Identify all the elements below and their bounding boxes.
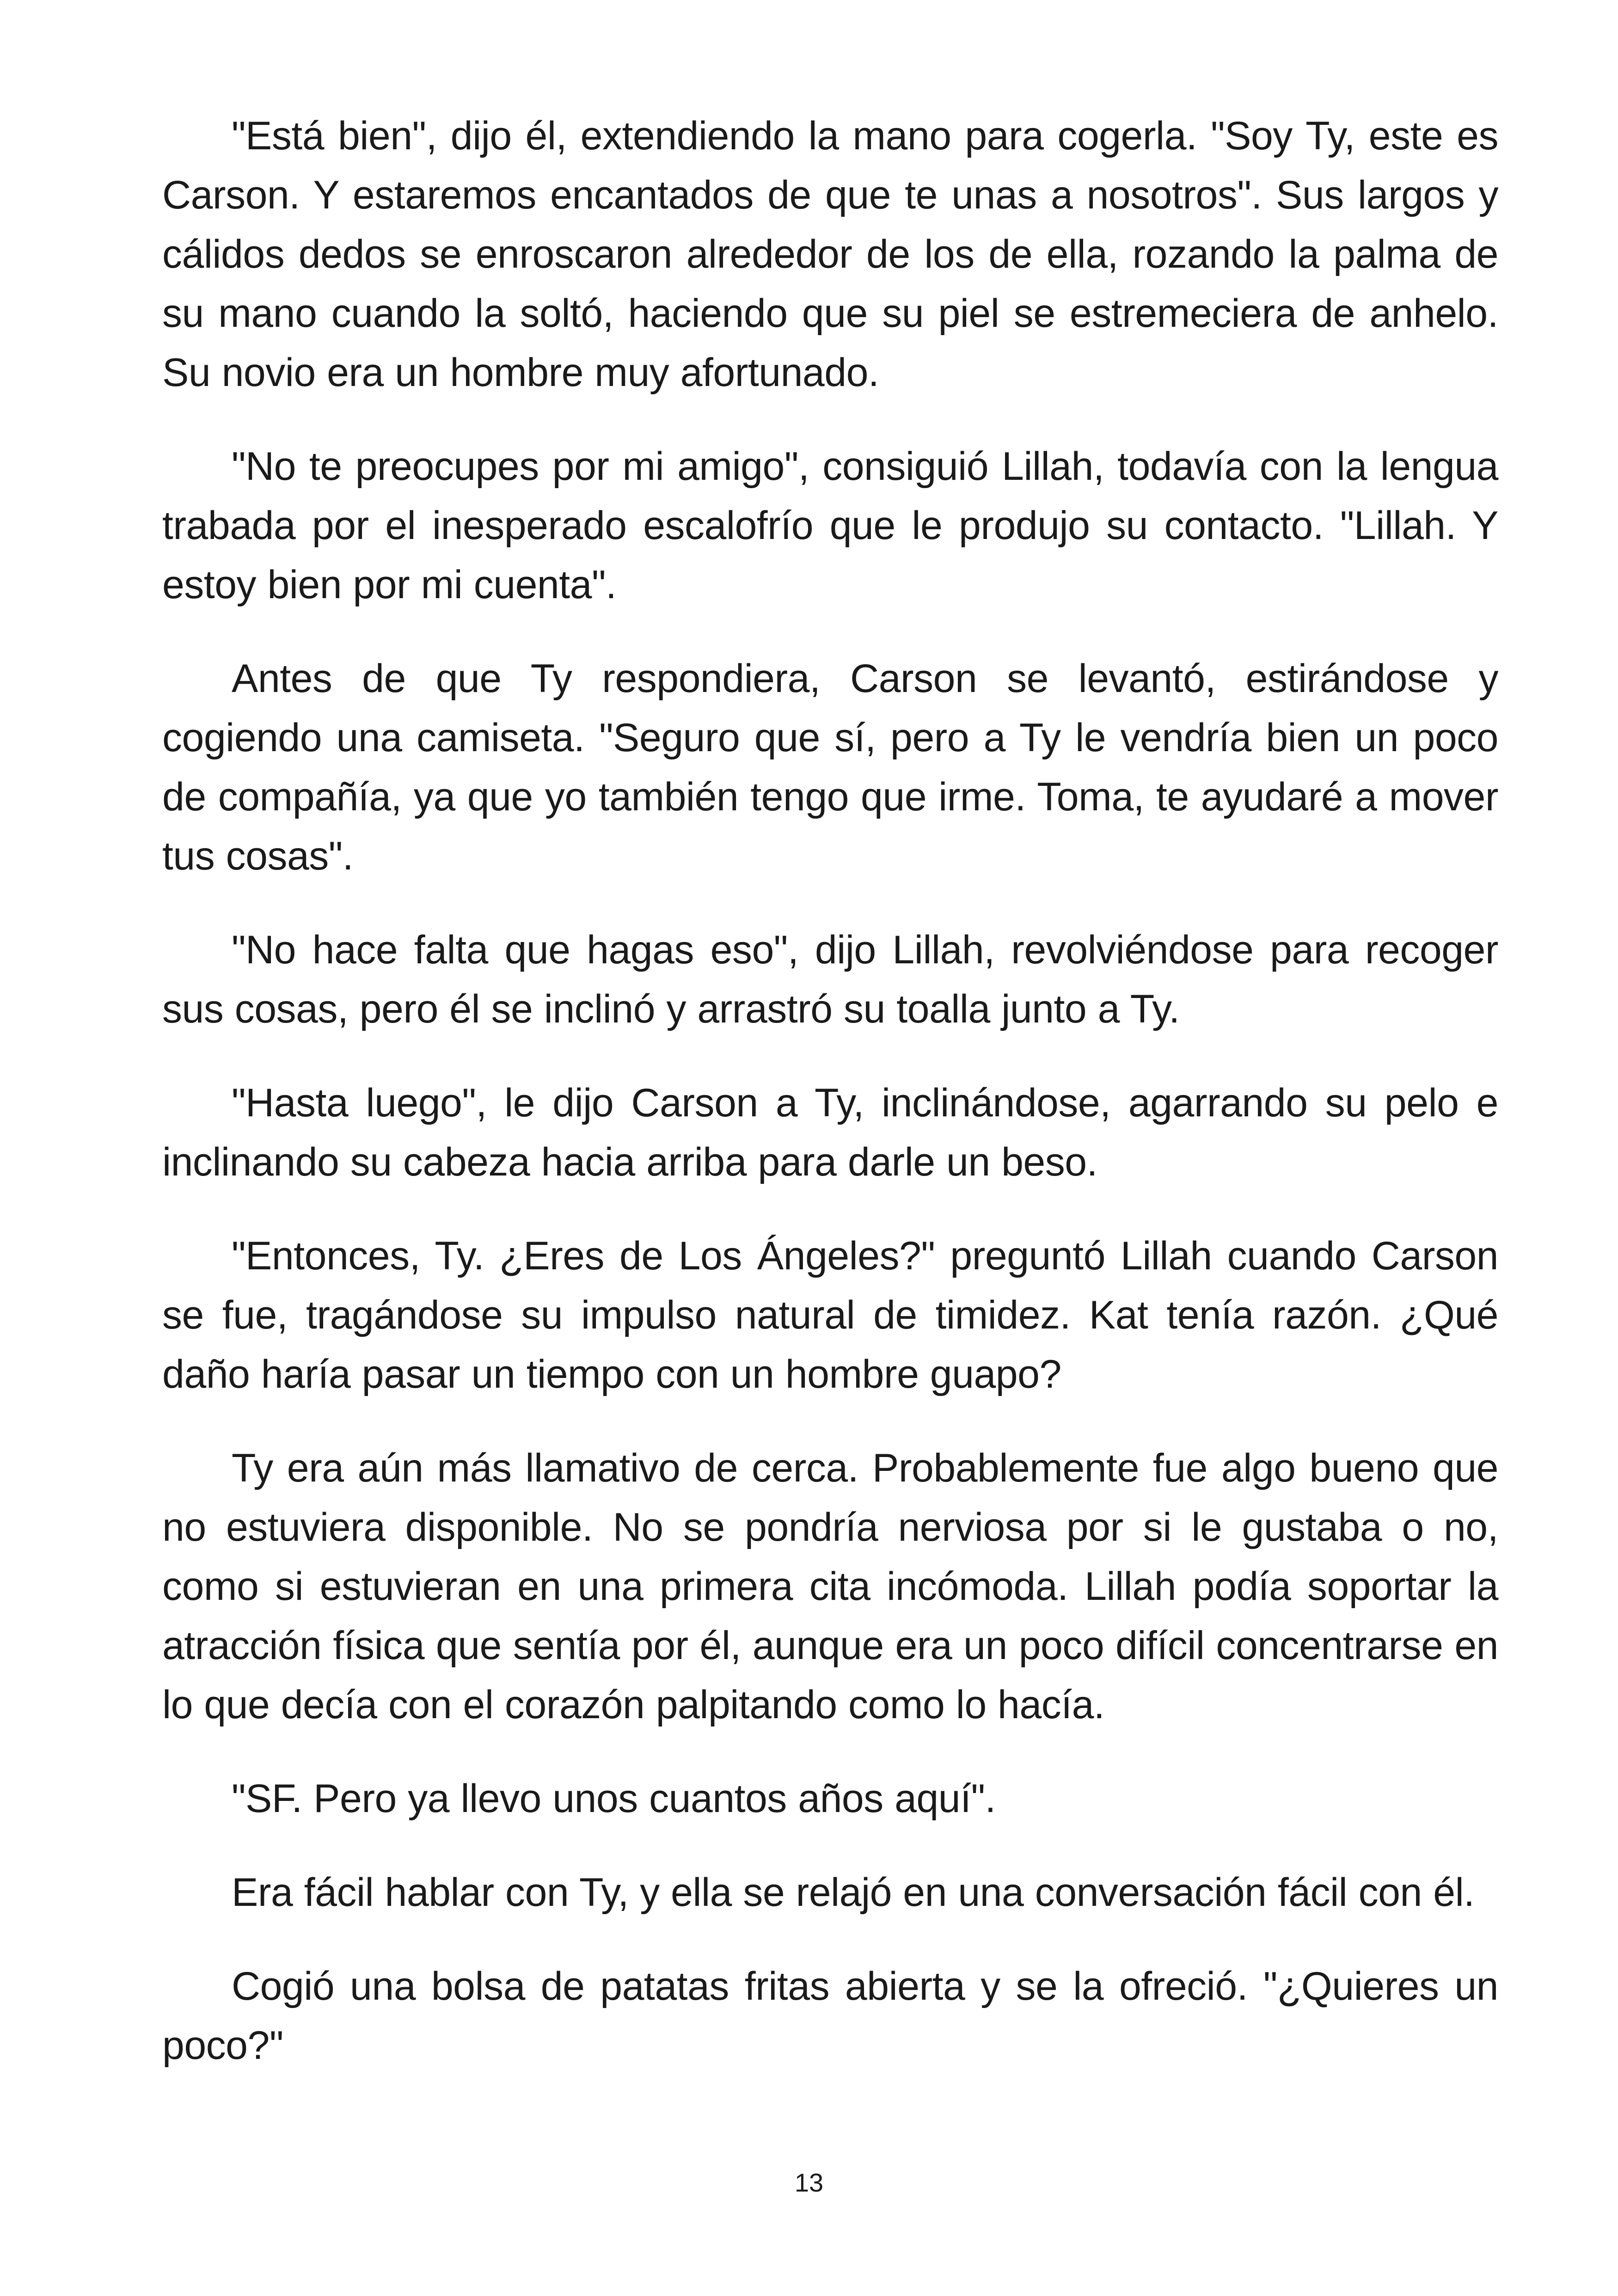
paragraph: Ty era aún más llamativo de cerca. Probablemente fue algo bueno que no estuviera disponible. No se pondría nerviosa por si le gustaba o no, como si estuvieran en una primera cita incómoda. Lillah podía soportar la atracción física que sentía por él, aunque era un poco difícil concentrarse en lo que decía con el corazón palpitando como lo hacía.: [162, 1446, 1498, 1727]
paragraph: Cogió una bolsa de patatas fritas abierta y se la ofreció. "¿Quieres un poco?": [162, 1964, 1498, 2068]
paragraph: "Hasta luego", le dijo Carson a Ty, inclinándose, agarrando su pelo e inclinando su cabeza hacia arriba para darle un beso.: [162, 1081, 1498, 1184]
paragraph: Era fácil hablar con Ty, y ella se relajó en una conversación fácil con él.: [232, 1870, 1475, 1915]
paragraph: "No te preocupes por mi amigo", consiguió Lillah, todavía con la lengua trabada por el inesperado escalofrío que le produjo su contacto. "Lillah. Y estoy bien por mi cuenta".: [162, 444, 1498, 607]
page-body: [162, 106, 1498, 2110]
paragraph: "No hace falta que hagas eso", dijo Lillah, revolviéndose para recoger sus cosas, pero él se inclinó y arrastró su toalla junto a Ty.: [162, 928, 1498, 1031]
paragraph: Antes de que Ty respondiera, Carson se levantó, estirándose y cogiendo una camiseta. "Seguro que sí, pero a Ty le vendría bien un poco de compañía, ya que yo también tengo que irme. Toma, te ayudaré a mover tus cosas".: [162, 656, 1498, 878]
paragraph: "SF. Pero ya llevo unos cuantos años aquí".: [232, 1776, 996, 1821]
page-number: 13: [794, 2168, 824, 2197]
paragraph: "Está bien", dijo él, extendiendo la mano para cogerla. "Soy Ty, este es Carson. Y estaremos encantados de que te unas a nosotros". Sus largos y cálidos dedos se enroscaron alrededor de los de ella, rozando la palma de su mano cuando la soltó, haciendo que su piel se estremeciera de anhelo. Su novio era un hombre muy afortunado.: [162, 114, 1498, 395]
paragraph: "Entonces, Ty. ¿Eres de Los Ángeles?" preguntó Lillah cuando Carson se fue, tragándose su impulso natural de timidez. Kat tenía razón. ¿Qué daño haría pasar un tiempo con un hombre guapo?: [162, 1234, 1498, 1396]
